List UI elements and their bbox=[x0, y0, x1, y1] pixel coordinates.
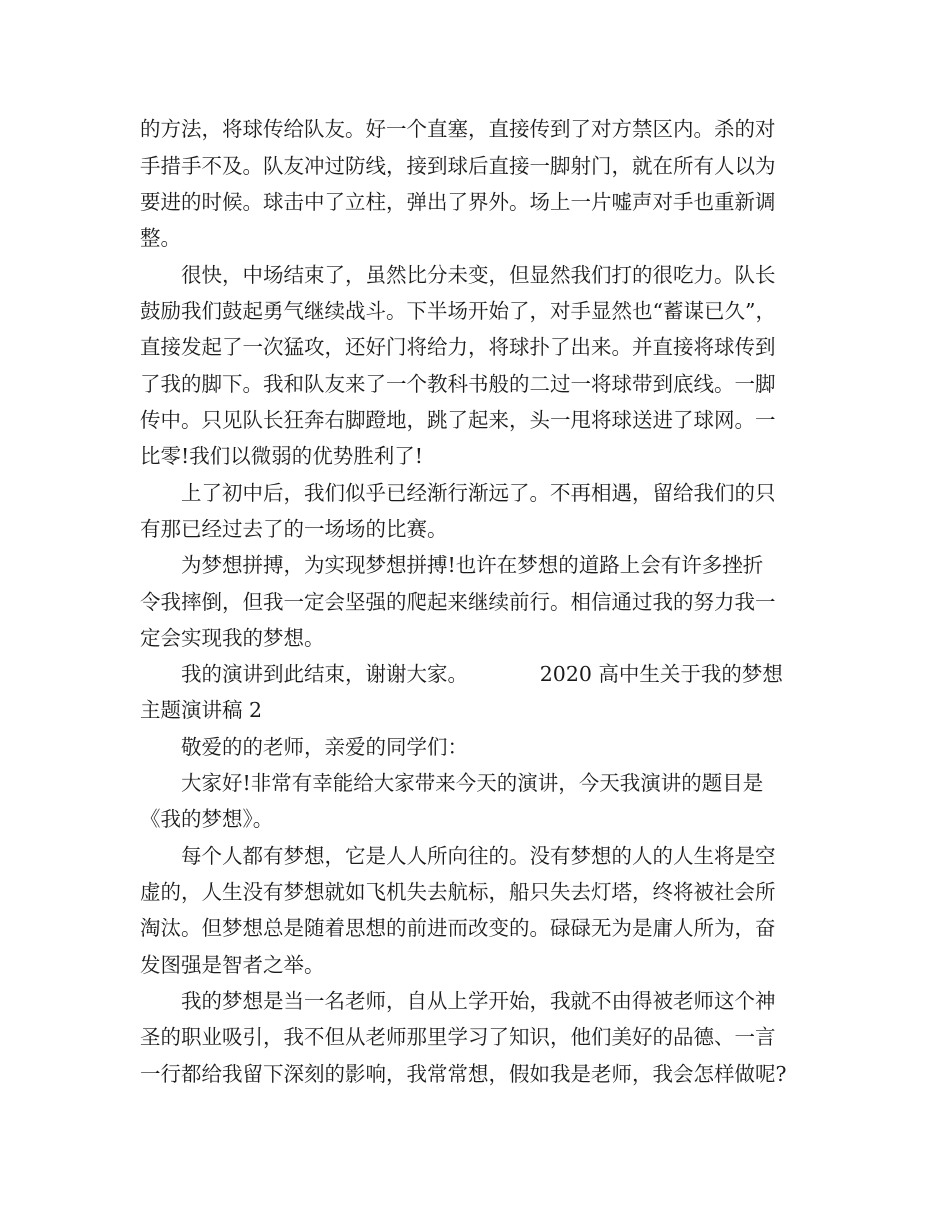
text-line: 定会实现我的梦想。 bbox=[140, 626, 325, 650]
text-line: 有那已经过去了的一场场的比赛。 bbox=[140, 517, 448, 541]
text-line: 为梦想拼搏，为实现梦想拼搏!也许在梦想的道路上会有许多挫折 bbox=[140, 553, 764, 577]
text-line: 圣的职业吸引，我不但从老师那里学习了知识，他们美好的品德、一言 bbox=[140, 1025, 776, 1049]
text-line: 淘汰。但梦想总是随着思想的前进而改变的。碌碌无为是庸人所为，奋 bbox=[140, 916, 776, 940]
text-line: 令我摔倒，但我一定会坚强的爬起来继续前行。相信通过我的努力我一 bbox=[140, 590, 776, 614]
text-line: 的方法，将球传给队友。好一个直塞，直接传到了对方禁区内。杀的对 bbox=[140, 117, 776, 141]
text-line: 我的梦想是当一名老师，自从上学开始，我就不由得被老师这个神 bbox=[140, 989, 776, 1013]
text-line: 手措手不及。队友冲过防线，接到球后直接一脚射门，就在所有人以为 bbox=[140, 154, 776, 178]
text-line: 《我的梦想》。 bbox=[140, 807, 274, 831]
text-line: 一行都给我留下深刻的影响，我常常想，假如我是老师，我会怎样做呢? bbox=[140, 1062, 787, 1086]
text-line: 虚的，人生没有梦想就如飞机失去航标，船只失去灯塔，终将被社会所 bbox=[140, 880, 776, 904]
text-line: 发图强是智者之举。 bbox=[140, 953, 325, 977]
text-line: 传中。只见队长狂奔右脚蹬地，跳了起来，头一甩将球送进了球网。一 bbox=[140, 408, 776, 432]
text-line: 直接发起了一次猛攻，还好门将给力，将球扑了出来。并直接将球传到 bbox=[140, 335, 776, 359]
text-line: 了我的脚下。我和队友来了一个教科书般的二过一将球带到底线。一脚 bbox=[140, 372, 776, 396]
text-line: 整。 bbox=[140, 226, 181, 250]
text-line: 比零!我们以微弱的优势胜利了! bbox=[140, 444, 423, 468]
text-line: 很快，中场结束了，虽然比分未变，但显然我们打的很吃力。队长 bbox=[140, 263, 776, 287]
text-line: 上了初中后，我们似乎已经渐行渐远了。不再相遇，留给我们的只 bbox=[140, 481, 776, 505]
text-line: 每个人都有梦想，它是人人所向往的。没有梦想的人的人生将是空 bbox=[140, 844, 776, 868]
text-line: 大家好!非常有幸能给大家带来今天的演讲，今天我演讲的题目是 bbox=[140, 771, 764, 795]
text-line: 要进的时候。球击中了立柱，弹出了界外。场上一片嘘声对手也重新调 bbox=[140, 190, 776, 214]
text-line: 我的演讲到此结束，谢谢大家。 2020 高中生关于我的梦想 bbox=[140, 662, 783, 686]
text-line: 鼓励我们鼓起勇气继续战斗。下半场开始了，对手显然也“蓄谋已久”， bbox=[140, 299, 776, 323]
text-line: 敬爱的的老师，亲爱的同学们： bbox=[140, 735, 468, 759]
text-line: 主题演讲稿 2 bbox=[140, 698, 263, 722]
